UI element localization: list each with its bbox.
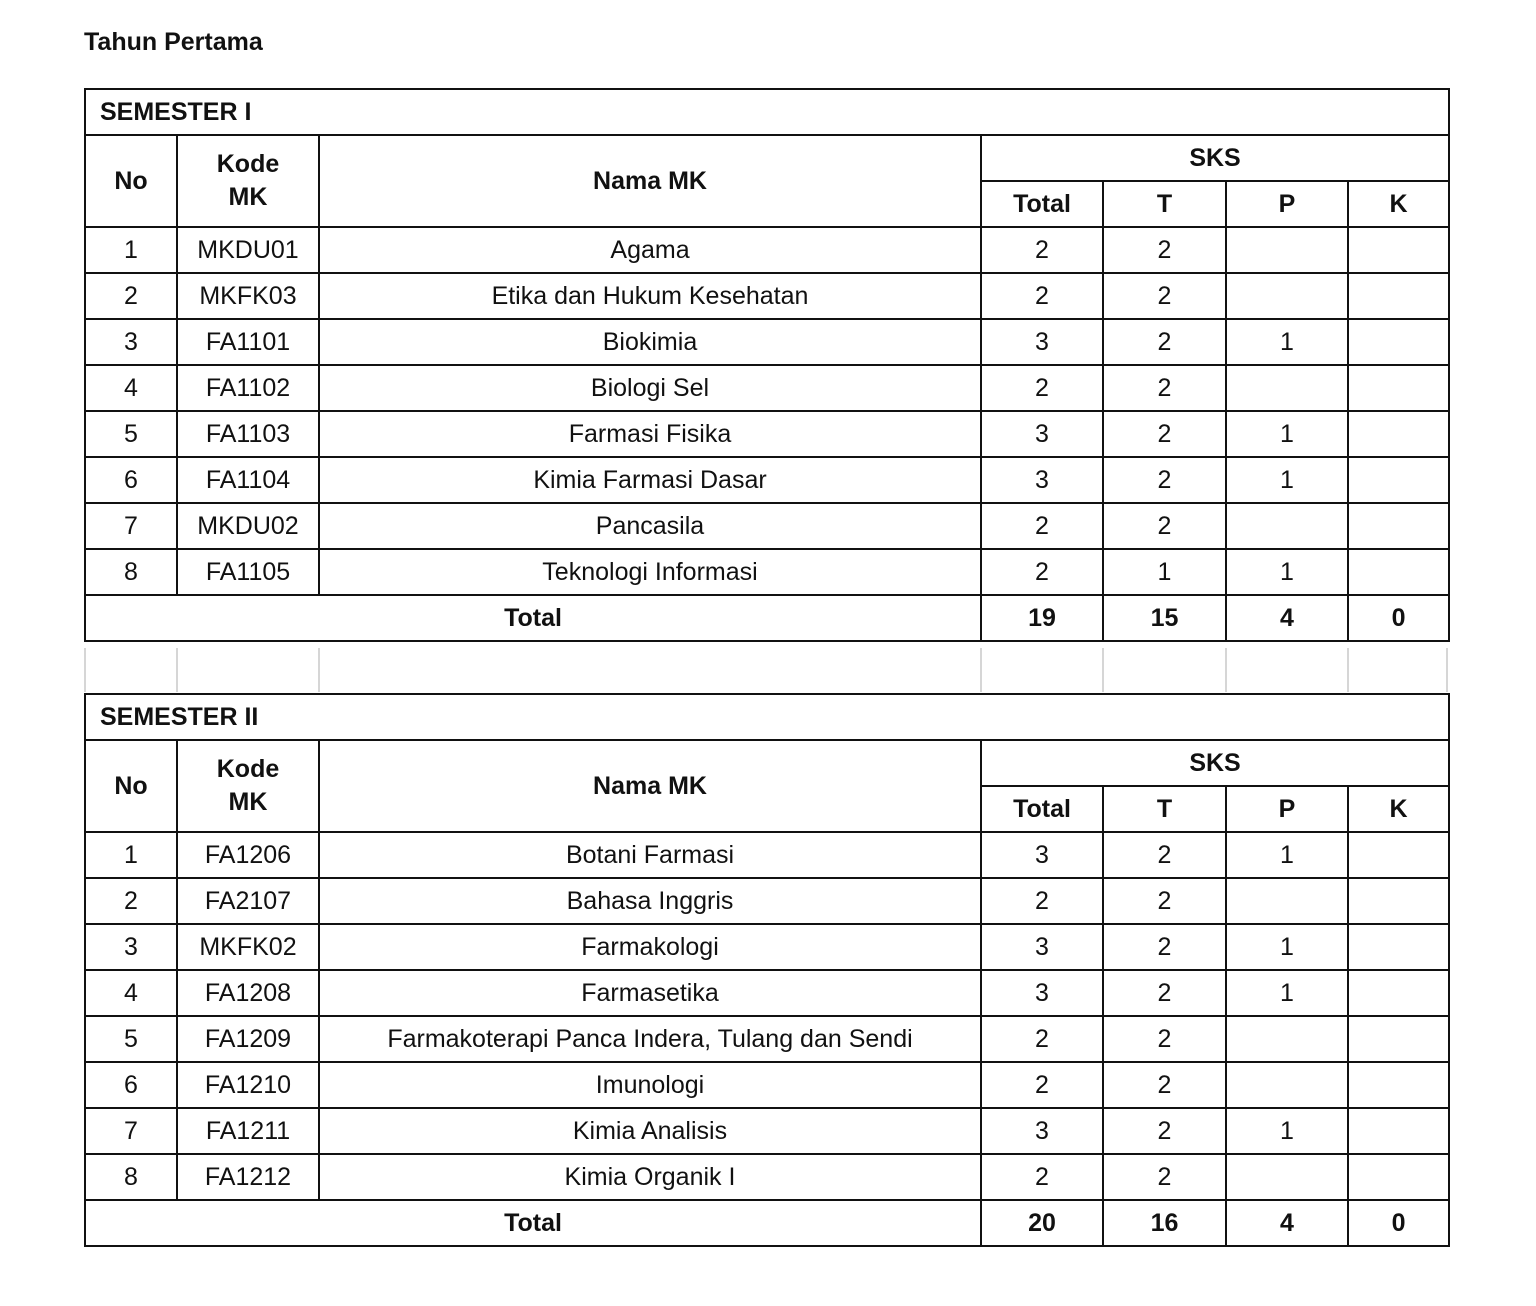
cell-p	[1226, 273, 1348, 319]
header-total: Total	[981, 786, 1103, 832]
cell-nama: Teknologi Informasi	[319, 549, 981, 595]
cell-no: 3	[85, 319, 177, 365]
cell-p	[1226, 878, 1348, 924]
cell-kode: FA1208	[177, 970, 319, 1016]
cell-total: 2	[981, 1154, 1103, 1200]
table-row	[85, 503, 1449, 549]
cell-no: 6	[85, 457, 177, 503]
cell-kode: FA1211	[177, 1108, 319, 1154]
cell-p: 1	[1226, 411, 1348, 457]
cell-total: 2	[981, 227, 1103, 273]
cell-p	[1226, 1016, 1348, 1062]
cell-p	[1226, 1062, 1348, 1108]
cell-nama: Farmakologi	[319, 924, 981, 970]
cell-kode: MKFK02	[177, 924, 319, 970]
cell-nama: Kimia Analisis	[319, 1108, 981, 1154]
cell-kode: MKDU01	[177, 227, 319, 273]
cell-no: 2	[85, 273, 177, 319]
cell-p: 1	[1226, 924, 1348, 970]
table-row	[85, 319, 1449, 365]
cell-kode: FA1105	[177, 549, 319, 595]
table-row	[85, 832, 1449, 878]
cell-p: 1	[1226, 457, 1348, 503]
cell-k	[1348, 365, 1449, 411]
header-kode	[177, 740, 319, 832]
table-row	[85, 365, 1449, 411]
cell-kode: FA1101	[177, 319, 319, 365]
cell-no: 5	[85, 1016, 177, 1062]
page-title: Tahun Pertama	[84, 28, 263, 56]
cell-nama: Agama	[319, 227, 981, 273]
cell-p	[1226, 1154, 1348, 1200]
cell-t: 2	[1103, 832, 1226, 878]
cell-k	[1348, 549, 1449, 595]
header-t: T	[1103, 181, 1226, 227]
cell-k	[1348, 924, 1449, 970]
table-row	[85, 1154, 1449, 1200]
cell-total: 3	[981, 319, 1103, 365]
cell-p: 1	[1226, 832, 1348, 878]
cell-total: 2	[981, 878, 1103, 924]
cell-kode: FA1209	[177, 1016, 319, 1062]
cell-kode: MKDU02	[177, 503, 319, 549]
table-row	[85, 549, 1449, 595]
header-no: No	[85, 740, 177, 832]
cell-t: 2	[1103, 411, 1226, 457]
cell-total: 3	[981, 411, 1103, 457]
cell-no: 4	[85, 970, 177, 1016]
cell-k	[1348, 457, 1449, 503]
cell-k	[1348, 1016, 1449, 1062]
cell-p	[1226, 365, 1348, 411]
header-total: Total	[981, 181, 1103, 227]
table-row	[85, 1108, 1449, 1154]
table-row	[85, 878, 1449, 924]
semester-table	[84, 693, 1450, 1247]
cell-nama: Farmasetika	[319, 970, 981, 1016]
table-row	[85, 1016, 1449, 1062]
cell-t: 2	[1103, 1154, 1226, 1200]
cell-k	[1348, 273, 1449, 319]
cell-total: 3	[981, 457, 1103, 503]
header-no: No	[85, 135, 177, 227]
cell-k	[1348, 503, 1449, 549]
cell-no: 1	[85, 227, 177, 273]
cell-t: 2	[1103, 1108, 1226, 1154]
header-sks: SKS	[981, 740, 1449, 786]
cell-t: 2	[1103, 1062, 1226, 1108]
cell-nama: Kimia Farmasi Dasar	[319, 457, 981, 503]
cell-kode: MKFK03	[177, 273, 319, 319]
semester-title: SEMESTER I	[85, 89, 1449, 135]
cell-nama: Etika dan Hukum Kesehatan	[319, 273, 981, 319]
table-row	[85, 411, 1449, 457]
header-kode-line1: Kode	[216, 150, 280, 178]
table-row	[85, 273, 1449, 319]
total-k: 0	[1348, 1200, 1449, 1246]
total-t: 15	[1103, 595, 1226, 641]
cell-no: 5	[85, 411, 177, 457]
cell-total: 3	[981, 970, 1103, 1016]
cell-kode: FA1212	[177, 1154, 319, 1200]
cell-no: 8	[85, 549, 177, 595]
cell-k	[1348, 411, 1449, 457]
cell-k	[1348, 319, 1449, 365]
cell-total: 3	[981, 924, 1103, 970]
header-nama: Nama MK	[319, 740, 981, 832]
cell-total: 3	[981, 1108, 1103, 1154]
header-t: T	[1103, 786, 1226, 832]
cell-t: 2	[1103, 503, 1226, 549]
cell-total: 2	[981, 549, 1103, 595]
total-k: 0	[1348, 595, 1449, 641]
cell-t: 2	[1103, 365, 1226, 411]
semester-title: SEMESTER II	[85, 694, 1449, 740]
cell-p: 1	[1226, 970, 1348, 1016]
cell-total: 3	[981, 832, 1103, 878]
cell-k	[1348, 1108, 1449, 1154]
cell-total: 2	[981, 273, 1103, 319]
cell-nama: Pancasila	[319, 503, 981, 549]
cell-nama: Farmasi Fisika	[319, 411, 981, 457]
table-row	[85, 457, 1449, 503]
cell-no: 8	[85, 1154, 177, 1200]
table-row	[85, 1062, 1449, 1108]
cell-no: 1	[85, 832, 177, 878]
cell-no: 7	[85, 1108, 177, 1154]
total-p: 4	[1226, 595, 1348, 641]
cell-nama: Farmakoterapi Panca Indera, Tulang dan Sendi	[319, 1016, 981, 1062]
cell-total: 2	[981, 1016, 1103, 1062]
header-kode-line2: MK	[228, 183, 268, 211]
cell-k	[1348, 832, 1449, 878]
cell-t: 2	[1103, 970, 1226, 1016]
cell-kode: FA1206	[177, 832, 319, 878]
cell-no: 3	[85, 924, 177, 970]
cell-no: 6	[85, 1062, 177, 1108]
cell-k	[1348, 1154, 1449, 1200]
total-label: Total	[85, 595, 981, 641]
cell-t: 2	[1103, 227, 1226, 273]
cell-p	[1226, 503, 1348, 549]
cell-kode: FA1103	[177, 411, 319, 457]
cell-total: 2	[981, 365, 1103, 411]
header-sks: SKS	[981, 135, 1449, 181]
cell-nama: Biologi Sel	[319, 365, 981, 411]
total-row	[85, 1200, 1449, 1246]
cell-nama: Biokimia	[319, 319, 981, 365]
total-t: 16	[1103, 1200, 1226, 1246]
header-kode	[177, 135, 319, 227]
cell-t: 2	[1103, 878, 1226, 924]
table-row	[85, 924, 1449, 970]
cell-kode: FA1102	[177, 365, 319, 411]
cell-nama: Bahasa Inggris	[319, 878, 981, 924]
total-p: 4	[1226, 1200, 1348, 1246]
header-nama: Nama MK	[319, 135, 981, 227]
cell-no: 2	[85, 878, 177, 924]
cell-t: 2	[1103, 924, 1226, 970]
cell-t: 2	[1103, 319, 1226, 365]
cell-t: 2	[1103, 457, 1226, 503]
table-row	[85, 970, 1449, 1016]
cell-nama: Imunologi	[319, 1062, 981, 1108]
cell-total: 2	[981, 1062, 1103, 1108]
header-p: P	[1226, 181, 1348, 227]
cell-kode: FA2107	[177, 878, 319, 924]
header-k: K	[1348, 181, 1449, 227]
cell-t: 2	[1103, 1016, 1226, 1062]
cell-no: 7	[85, 503, 177, 549]
total-sum: 20	[981, 1200, 1103, 1246]
total-label: Total	[85, 1200, 981, 1246]
cell-t: 1	[1103, 549, 1226, 595]
cell-p: 1	[1226, 319, 1348, 365]
cell-p: 1	[1226, 549, 1348, 595]
header-k: K	[1348, 786, 1449, 832]
header-kode-line2: MK	[228, 788, 268, 816]
cell-p	[1226, 227, 1348, 273]
cell-total: 2	[981, 503, 1103, 549]
cell-no: 4	[85, 365, 177, 411]
cell-k	[1348, 1062, 1449, 1108]
table-spacer	[84, 648, 1448, 692]
total-row	[85, 595, 1449, 641]
cell-k	[1348, 970, 1449, 1016]
total-sum: 19	[981, 595, 1103, 641]
cell-kode: FA1104	[177, 457, 319, 503]
semester-table	[84, 88, 1450, 642]
cell-nama: Kimia Organik I	[319, 1154, 981, 1200]
cell-k	[1348, 878, 1449, 924]
cell-p: 1	[1226, 1108, 1348, 1154]
cell-t: 2	[1103, 273, 1226, 319]
table-row	[85, 227, 1449, 273]
cell-k	[1348, 227, 1449, 273]
cell-kode: FA1210	[177, 1062, 319, 1108]
cell-nama: Botani Farmasi	[319, 832, 981, 878]
header-p: P	[1226, 786, 1348, 832]
header-kode-line1: Kode	[216, 755, 280, 783]
